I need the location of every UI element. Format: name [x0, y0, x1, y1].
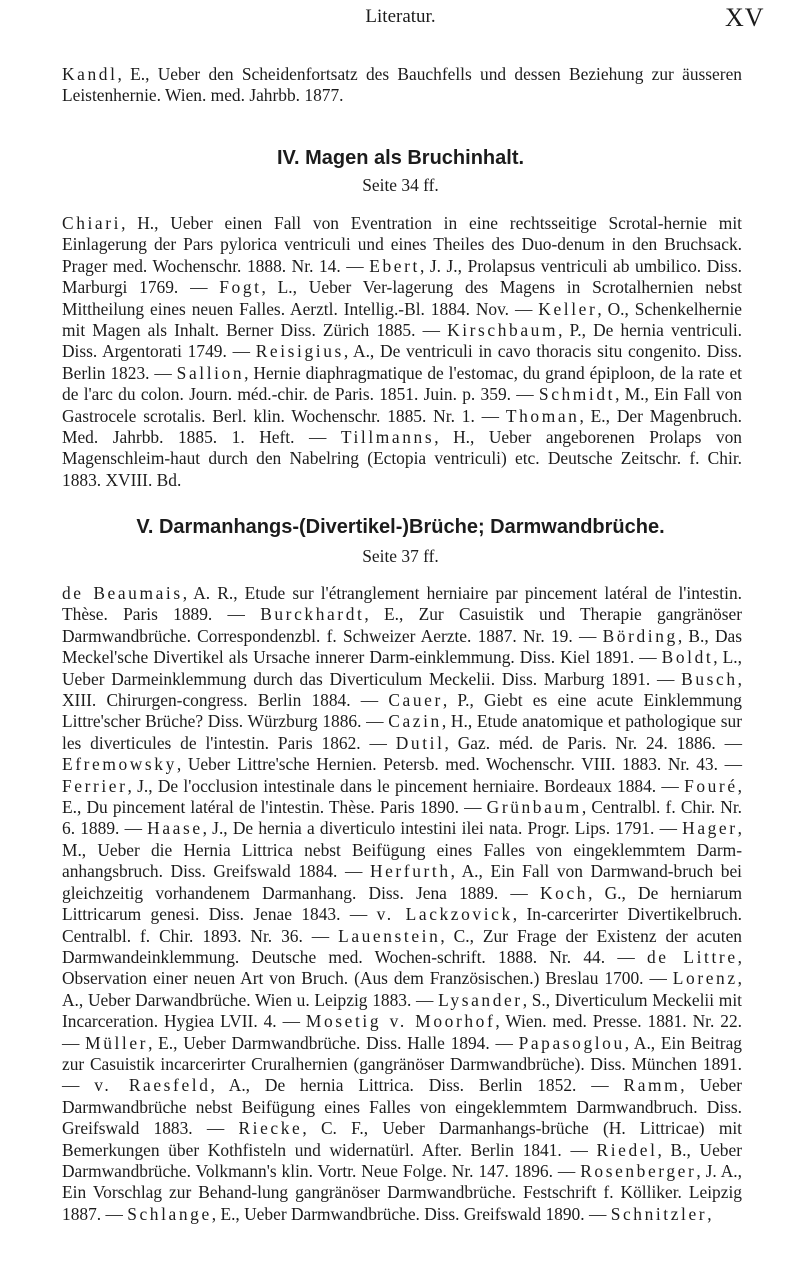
citation-text: , J. A., Ein Vorschlag zur Behand-lung gangränöser Darmwandbrüche. Festschrift f. Kölliker. Leipzig 1887. — [62, 1160, 742, 1224]
citation-text: , M., Ueber die Hernia Littrica nebst Beifügung eines Falles von eingeklemmtem Darm-anhangsbruch. Diss. Greifswald 1884. — [62, 818, 742, 882]
citation-text: , J. J., Prolapsus ventriculi ab umbilico. Diss. Marburgi 1769. — [62, 255, 742, 298]
running-header-title: Literatur. [365, 6, 436, 27]
section-heading-darmanhangs: V. Darmanhangs-(Divertikel-)Brüche; Darmwandbrüche. [136, 516, 665, 538]
author-name: Busch [681, 668, 738, 689]
citation-text: , E., Zur Casuistik und Therapie gangränöser Darmwandbrüche. Correspondenzbl. f. Schweizer Aerzte. 1887. Nr. 19. — [62, 604, 742, 646]
section-page-ref: Seite 34 ff. [362, 175, 439, 195]
citation-text: , P., De hernia ventriculi. Diss. Argentorati 1749. — [62, 320, 742, 362]
citation-text: , C., Zur Frage der Existenz der acuten Darmwandeinklemmung. Deutsche med. Wochen-schrift. 1888. Nr. 44. — [62, 925, 742, 967]
author-name: Haase [147, 818, 203, 839]
author-name: Kirschbaum [447, 320, 559, 341]
citation-text: , Centralbl. f. Chir. Nr. 6. 1889. — [62, 797, 742, 839]
author-name: Hager [682, 818, 738, 839]
author-name: Mosetig v. Moorhof [305, 1011, 496, 1032]
citation-text: , XIII. Chirurgen-congress. Berlin 1884. — [62, 668, 742, 711]
author-name: Schlange [127, 1203, 212, 1224]
author-name: Riedel [596, 1139, 658, 1160]
author-name: Lysander [438, 989, 523, 1010]
author-name: Fouré [684, 775, 738, 796]
citation-text: , L., Ueber Ver-lagerung des Magens in Scrotalhernien nebst Mittheilung eines neuen Falles. Aerztl. Intellig.-Bl. 1884. Nov. — [62, 277, 742, 319]
author-name: Burckhardt [260, 604, 365, 625]
page-number: XV [725, 3, 765, 32]
citation-text: , Ueber Darmwandbrüche nebst Beifügung eines Falles von eingeklemmtem Darmwandbruch. Diss. Greifswald 1883. — [62, 1075, 742, 1139]
author-name: v. Raesfeld [94, 1075, 211, 1096]
author-name: Keller [538, 298, 598, 319]
author-name: Koch [539, 882, 589, 903]
author-name: Ebert [369, 255, 420, 276]
citation-text: , Observation einer neuen Art von Bruch. (Aus dem Französischen.) Breslau 1700. — [62, 946, 742, 989]
citation-text: , Hernie diaphragmatique de l'estomac, du grand épiploon, de la rate et de l'arc du colon. Journ. méd.-chir. de Paris. 1851. Juin. p. 359. — [62, 362, 742, 405]
author-name: Tillmanns [340, 427, 435, 448]
citation-text: , Gaz. méd. de Paris. Nr. 24. 1886. — [444, 732, 742, 753]
citation-text: , M., Ein Fall von Gastrocele scrotalis. Berl. klin. Wochenschr. 1885. Nr. 1. — [62, 384, 742, 426]
citation-text: , S., Diverticulum Meckelii mit Incarceration. Hygiea LVII. 4. — [62, 989, 742, 1032]
citation-text: , H., Ueber angeborenen Prolaps von Magenschleim-haut durch den Nabelring (Ectopia ventriculi) etc. Deutsche Zeitschr. f. Chir. 1883. XVIII. Bd. [62, 427, 742, 490]
citation-text: , E., Ueber Darmwandbrüche. Diss. Greifswald 1890. — [211, 1203, 611, 1224]
author-name: Dutil [395, 732, 445, 753]
author-name: Ferrier [62, 775, 128, 796]
citation-text: , H., Ueber einen Fall von Eventration in eine rechtsseitige Scrotal-hernie mit Einlagerung der Pars pylorica ventriculi und eines Theiles des Duo-denum in den Bruchsack. Prager med. Wochenschr. 1888. Nr. 14. — [62, 213, 742, 276]
citation-text: , In-carcerirter Divertikelbruch. Centralbl. f. Chir. 1893. Nr. 36. — [62, 904, 743, 946]
citation-text: , Ueber Littre'sche Hernien. Petersb. med. Wochenschr. VIII. 1883. Nr. 43. — [176, 754, 742, 775]
citation-text: , B., Das Meckel'sche Divertikel als Ursache innerer Darm-einklemmung. Diss. Kiel 1891. — [62, 625, 742, 668]
author-name: Herfurth [369, 861, 451, 882]
citation-text: , Wien. med. Presse. 1881. Nr. 22. — [62, 1011, 742, 1053]
author-name: Boldt [661, 647, 714, 668]
citation-text: , A. R., Etude sur l'étranglement herniaire par pincement latéral de l'intestin. Thèse. Paris 1889. — [62, 583, 742, 625]
author-name: Müller [85, 1032, 149, 1053]
bibliography-paragraph [62, 64, 742, 107]
section-body-magen [62, 213, 742, 491]
author-name: Schnitzler [610, 1203, 708, 1224]
author-name: Sallion [176, 362, 245, 383]
citation-text: , [707, 1203, 712, 1224]
section-heading-magen: IV. Magen als Bruchinhalt. [276, 147, 525, 169]
author-name: Lorenz [672, 968, 738, 989]
citation-text: , A., Ein Fall von Darmwand-bruch bei gleichzeitig vorhandenem Darmanhang. Diss. Jena 1889. — [62, 861, 742, 903]
author-name: Chiari [62, 213, 122, 233]
section-body-darmanhangs [62, 583, 742, 1225]
section-page-ref: Seite 37 ff. [362, 546, 439, 566]
citation-text: , G., De herniarum Littricarum genesi. Diss. Jenae 1843. — [62, 882, 742, 925]
citation-text: , O., Schenkelhernie mit Magen als Inhalt. Berner Diss. Zürich 1885. — [62, 298, 742, 341]
citation-text: , J., De hernia a diverticulo intestini ilei nata. Progr. Lips. 1791. — [202, 818, 683, 839]
bibliography-paragraph [62, 213, 742, 491]
citation-text: , A., De ventriculi in cavo thoracis situ congenito. Diss. Berlin 1823. — [62, 341, 742, 383]
author-name: Papasoglou [518, 1032, 625, 1053]
author-name: Ramm [623, 1075, 681, 1096]
citation-text: , J., De l'occlusion intestinale dans le pincement herniaire. Bordeaux 1884. — [127, 775, 685, 796]
citation-text: , E., Der Magenbruch. Med. Jahrbb. 1885. 1. Heft. — [62, 405, 742, 448]
citation-text: , L., Ueber Darmeinklemmung durch das Diverticulum Meckelii. Diss. Marburg 1891. — [62, 647, 742, 689]
author-name: Kandl [62, 64, 118, 84]
citation-text: , E., Ueber Darmwandbrüche. Diss. Halle 1894. — [148, 1032, 519, 1053]
author-name: Thoman [505, 405, 580, 426]
author-name: Lauenstein [338, 925, 441, 946]
author-name: Cauer [388, 690, 443, 711]
author-name: Fogt [219, 277, 262, 298]
author-name: Schmidt [538, 384, 616, 405]
citation-text: , A., De hernia Littrica. Diss. Berlin 1852. — [210, 1075, 624, 1096]
bibliography-paragraph [62, 583, 742, 1225]
author-name: Efremowsky [62, 754, 177, 775]
author-name: de Beaumais [62, 583, 183, 603]
author-name: Rosenberger [580, 1160, 697, 1181]
citation-text: , B., Ueber Darmwandbrüche. Volkmann's klin. Vortr. Neue Folge. Nr. 147. 1896. — [62, 1139, 742, 1181]
author-name: Reisigius [255, 341, 344, 362]
citation-text: , H., Etude anatomique et pathologique sur les diverticules de l'intestin. Paris 1862. — [62, 711, 742, 753]
citation-text: , E., Ueber den Scheidenfortsatz des Bauchfells und dessen Beziehung zur äusseren Leistenhernie. Wien. med. Jahrbb. 1877. [62, 64, 742, 106]
author-name: Grünbaum [486, 797, 582, 818]
citation-text: , P., Giebt es eine acute Einklemmung Littre'scher Brüche? Diss. Würzburg 1886. — [62, 690, 742, 732]
author-name: Riecke [238, 1118, 303, 1139]
citation-text: , E., Du pincement latéral de l'intestin. Thèse. Paris 1890. — [62, 775, 742, 818]
citation-text: , C. F., Ueber Darmanhangs-brüche (H. Littricae) mit Bemerkungen über Kothfisteln und widernatürl. After. Berlin 1841. — [62, 1118, 743, 1160]
citation-text: , A., Ueber Darwandbrüche. Wien u. Leipzig 1883. — [62, 968, 742, 1010]
author-name: Cazin [388, 711, 442, 732]
author-name: de Littre [646, 946, 738, 967]
citation-text: , A., Ein Beitrag zur Casuistik incarcerirter Cruralhernien (gangränöser Darmwandbrüche). Diss. München 1891. — [62, 1032, 742, 1096]
intro-entries [62, 64, 742, 107]
author-name: v. Lackzovick [376, 904, 513, 925]
author-name: Börding [602, 625, 678, 646]
